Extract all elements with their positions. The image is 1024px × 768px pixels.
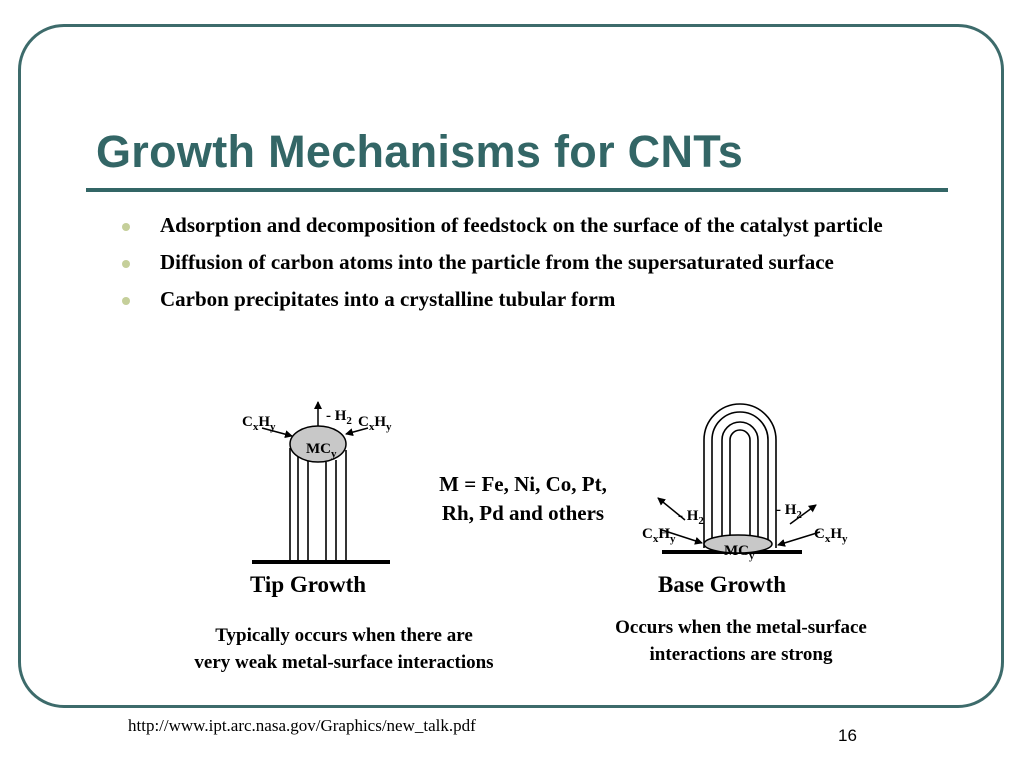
base-particle-label: $MC_y$ <box>724 543 755 562</box>
source-url[interactable]: http://www.ipt.arc.nasa.gov/Graphics/new_talk.pdf <box>128 716 476 735</box>
bullet-text: Adsorption and decomposition of feedstock on the surface of the catalyst particle <box>160 213 883 237</box>
base-desc-line-2: interactions are strong <box>649 644 833 665</box>
base-growth-diagram <box>658 404 820 553</box>
tip-left-feed-label: $C_xH_y$ <box>242 414 276 433</box>
bullet-text: Diffusion of carbon atoms into the particle from the supersaturated surface <box>160 250 834 274</box>
tip-growth-caption: Tip Growth <box>250 572 367 597</box>
base-left-h2-label: - $H_2$ <box>678 508 704 527</box>
base-left-feed-label: $C_xH_y$ <box>642 526 676 545</box>
base-right-feed-label: $C_xH_y$ <box>814 526 848 545</box>
base-nanotube-walls <box>704 404 776 548</box>
tip-h2-label: - $H_2$ <box>326 408 352 427</box>
tip-nanotube-walls <box>290 448 346 560</box>
tip-right-feed-label: $C_xH_y$ <box>358 414 392 433</box>
tip-particle-label: $MC_y$ <box>306 441 337 460</box>
tip-desc-line-2: very weak metal-surface interactions <box>194 652 494 673</box>
tip-growth-description <box>150 622 538 676</box>
base-growth-description <box>582 614 900 668</box>
slide-title: Growth Mechanisms for CNTs <box>96 126 744 177</box>
base-growth-caption: Base Growth <box>658 572 786 597</box>
page-number: 16 <box>838 726 857 745</box>
base-right-h2-label: - $H_2$ <box>776 502 802 521</box>
bullet-text: Carbon precipitates into a crystalline tubular form <box>160 287 616 311</box>
catalyst-metals <box>410 470 636 528</box>
metals-line-2: Rh, Pd and others <box>441 501 605 525</box>
metals-line-1: M = Fe, Ni, Co, Pt, <box>439 472 607 496</box>
tip-desc-line-1: Typically occurs when there are <box>215 625 473 646</box>
base-desc-line-1: Occurs when the metal-surface <box>615 617 867 638</box>
